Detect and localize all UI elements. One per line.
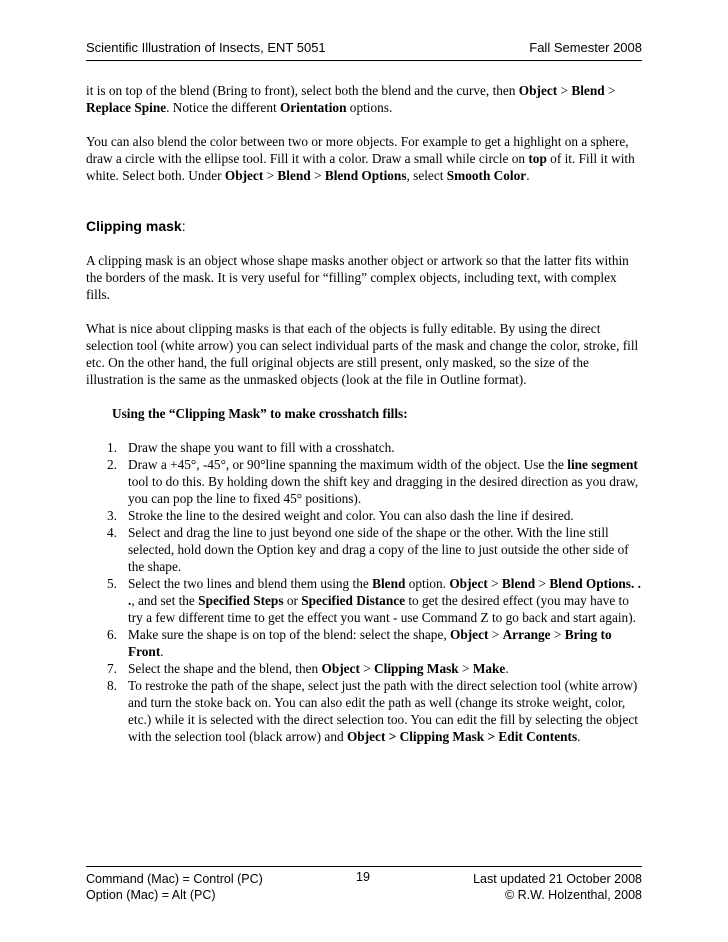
page-content xyxy=(86,82,642,745)
list-item: 3. Stroke the line to the desired weight and color. You can also dash the line if desired. xyxy=(107,508,574,523)
page-number: 19 xyxy=(356,870,370,884)
crosshatch-subheading: Using the “Clipping Mask” to make crosshatch fills: xyxy=(112,406,408,421)
list-item: 5. Select the two lines and blend them using the Blend option. Object > Blend > Blend Options. . ., and set the Specified Steps or Specified Distance to get the desired effect (you may have to try a few different time to get the effect you want - use Command Z to go back and start again). xyxy=(107,576,641,625)
paragraph-replace-spine: it is on top of the blend (Bring to front), select both the blend and the curve, then Object > Blend > Replace Spine. Notice the different Orientation options. xyxy=(86,83,616,115)
paragraph-clipping-editable: What is nice about clipping masks is that each of the objects is fully editable. By using the direct selection tool (white arrow) you can select individual parts of the mask and change the color, stroke, fill etc. On the other hand, the full original objects are still present, only masked, so the size of the illustration is the same as the unmasked objects (look at the file in Outline format). xyxy=(86,321,639,387)
course-title: Scientific Illustration of Insects, ENT 5051 xyxy=(86,40,326,55)
list-item: 7. Select the shape and the blend, then Object > Clipping Mask > Make. xyxy=(107,661,509,676)
footer-shortcuts: Command (Mac) = Control (PC) Option (Mac) = Alt (PC) xyxy=(86,872,263,902)
list-item: 4. Select and drag the line to just beyond one side of the shape or the other. With the line still selected, hold down the Option key and drag a copy of the line to just outside the other side of the shape. xyxy=(107,525,629,574)
steps-list xyxy=(86,439,642,745)
semester-label: Fall Semester 2008 xyxy=(529,40,642,55)
list-item: 6. Make sure the shape is on top of the blend: select the shape, Object > Arrange > Bring to Front. xyxy=(107,627,612,659)
list-item: 8. To restroke the path of the shape, select just the path with the direct selection tool (white arrow) and turn the stoke back on. You can also edit the path as well (change its stroke weight, color, etc.) while it is selected with the direct selection too. You can edit the fill by selecting the object with the selection tool (black arrow) and Object > Clipping Mask > Edit Contents. xyxy=(107,678,638,744)
list-item: 2. Draw a +45°, -45°, or 90°line spanning the maximum width of the object. Use the line segment tool to do this. By holding down the shift key and dragging in the desired direction as you draw, you can pop the line to fixed 45° positions). xyxy=(107,457,639,506)
page-footer xyxy=(86,866,642,902)
paragraph-clipping-definition: A clipping mask is an object whose shape masks another object or artwork so that the latter fits within the borders of the mask. It is very useful for “filling” complex objects, including text, with complex fills. xyxy=(86,253,629,302)
page-header xyxy=(86,40,642,61)
list-item: 1. Draw the shape you want to fill with a crosshatch. xyxy=(107,440,395,455)
section-heading: Clipping mask: xyxy=(86,218,186,234)
paragraph-blend-color: You can also blend the color between two or more objects. For example to get a highlight on a sphere, draw a circle with the ellipse tool. Fill it with a color. Draw a small while circle on top of it. Fill it with white. Select both. Under Object > Blend > Blend Options, select Smooth Color. xyxy=(86,134,635,183)
footer-credits: Last updated 21 October 2008 © R.W. Holzenthal, 2008 xyxy=(473,872,642,902)
